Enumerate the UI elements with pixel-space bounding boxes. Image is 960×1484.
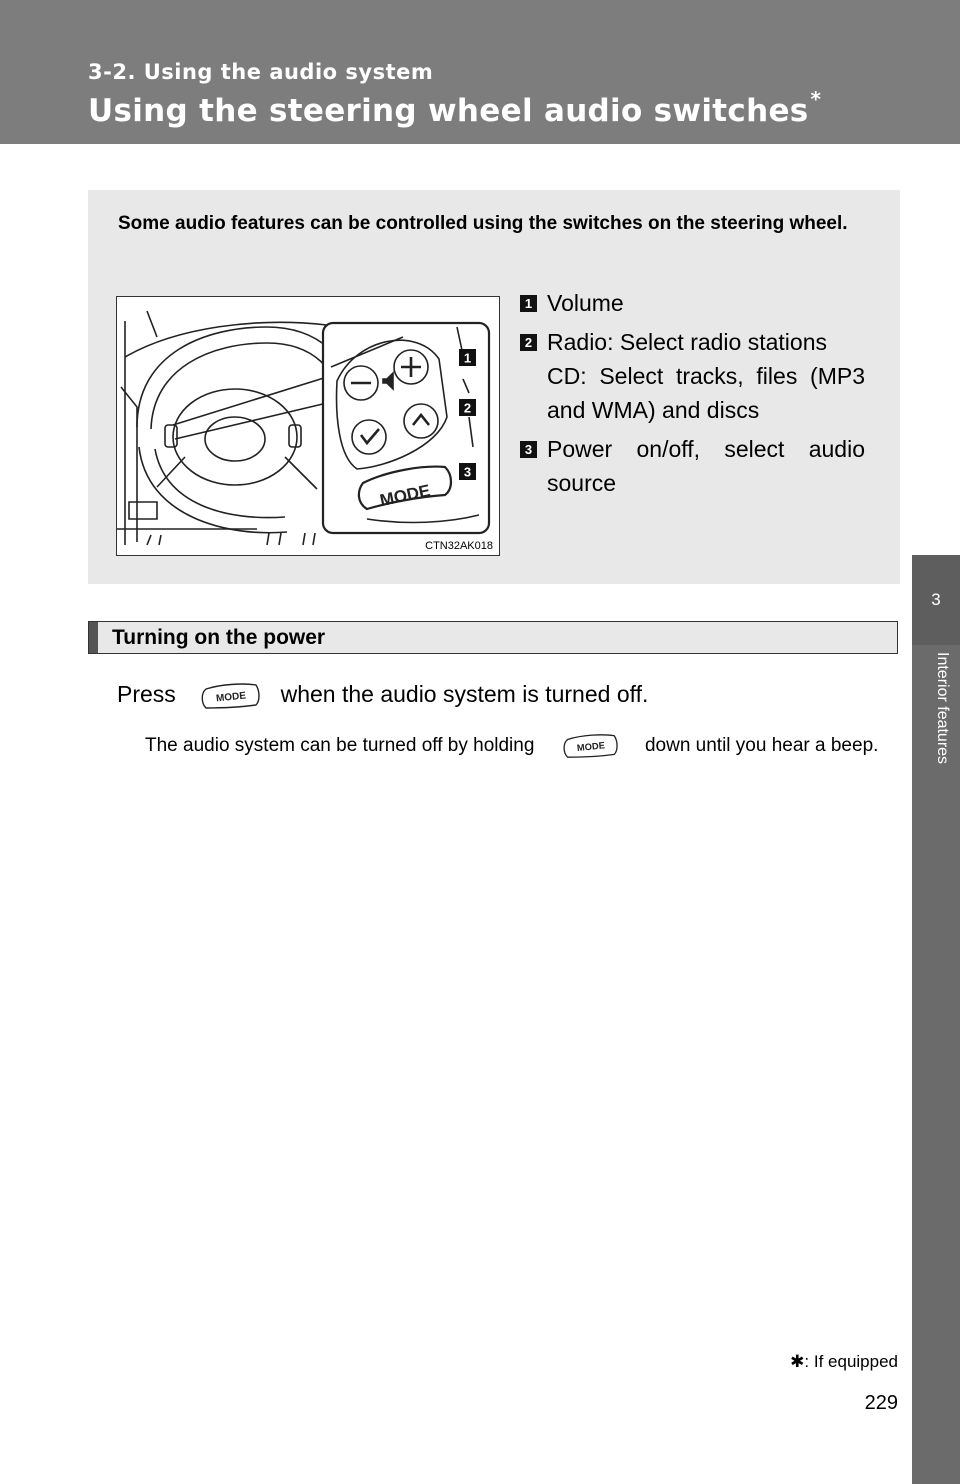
chapter-label: Interior features (934, 652, 951, 765)
callout-3: 3 (463, 464, 472, 480)
legend-text: Radio: Select radio stations (547, 329, 827, 355)
mode-label: MODE (378, 480, 432, 511)
intro-text: Some audio features can be controlled using the switches on the steering wheel. (118, 213, 848, 234)
footnote: ✱: If equipped (790, 1352, 898, 1371)
note-text (145, 731, 893, 761)
legend-text: Volume (547, 290, 624, 316)
section-heading (88, 621, 898, 654)
legend-item-select (520, 325, 865, 427)
figure-code: CTN32AK018 (425, 540, 493, 552)
legend-badge: 2 (520, 334, 537, 351)
intro-box (88, 190, 900, 584)
section-label: 3-2. Using the audio system (88, 60, 434, 84)
heading-accent-bar (89, 622, 98, 653)
legend-item-power (520, 432, 865, 500)
legend-item-volume (520, 286, 865, 320)
mode-button-label: MODE (215, 690, 247, 705)
page-title-text: Using the steering wheel audio switches (88, 93, 809, 129)
note-text-before: The audio system can be turned off by holding (145, 735, 535, 756)
press-instruction (117, 681, 648, 711)
chapter-number: 3 (931, 590, 941, 609)
steering-wheel-illustration (117, 297, 499, 555)
legend-badge: 1 (520, 295, 537, 312)
legend-list (520, 286, 865, 505)
legend-text: CD: Select tracks, files (MP3 and WMA) and discs (547, 363, 865, 423)
press-text-before: Press (117, 681, 176, 708)
mode-button-icon (198, 681, 262, 711)
note-text-after: down until you hear a beep. (644, 735, 879, 756)
if-equipped-marker: * (810, 87, 822, 111)
section-heading-text: Turning on the power (112, 626, 326, 649)
mode-button-icon (560, 732, 620, 760)
page-number: 229 (864, 1392, 898, 1414)
callout-1: 1 (463, 350, 472, 366)
legend-badge: 3 (520, 441, 537, 458)
mode-button-label: MODE (576, 740, 606, 754)
callout-2: 2 (463, 400, 472, 416)
page-title (88, 87, 822, 129)
header-bar (0, 0, 960, 144)
press-text-after: when the audio system is turned off. (280, 681, 649, 708)
legend-text: Power on/off, select audio source (547, 436, 865, 496)
steering-wheel-figure (116, 296, 500, 556)
